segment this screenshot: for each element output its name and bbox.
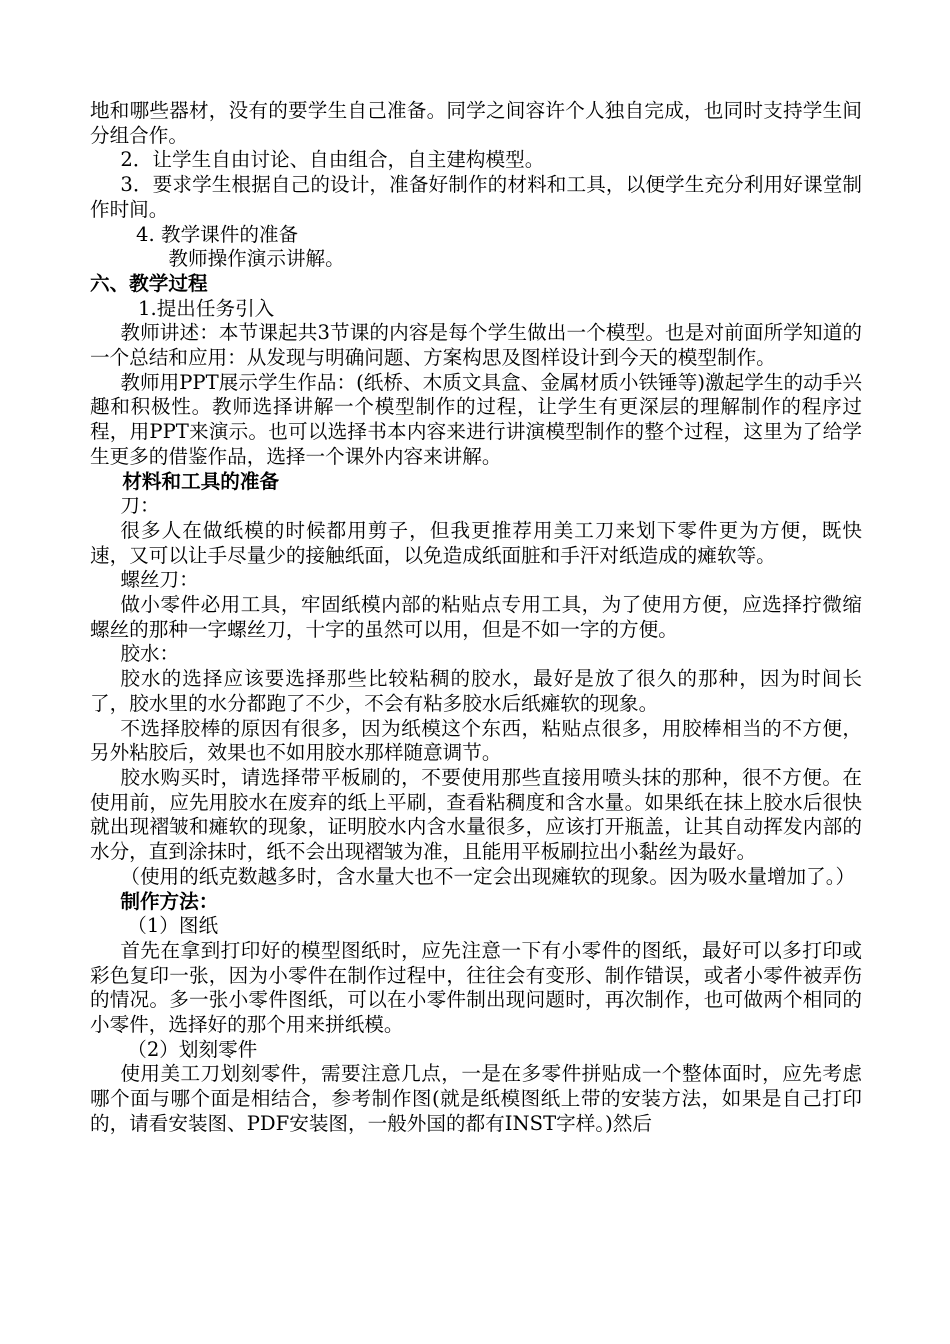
document-page bbox=[90, 99, 862, 1137]
paragraph-teacher-ppt: 教师用PPT展示学生作品：(纸桥、木质文具盒、金属材质小铁锤等)激起学生的动手兴趣和积极性。教师选择讲解一个模型制作的过程，让学生有更深层的理解制作的程序过程，用PPT来演示。也可以选择书本内容来进行讲演模型制作的整个过程，这里为了给学生更多的借鉴作品，选择一个课外内容来讲解。 bbox=[90, 370, 862, 468]
tool-label-screwdriver: 螺丝刀： bbox=[120, 568, 199, 592]
section-heading: 六、教学过程 bbox=[90, 271, 208, 295]
paragraph-teacher-narration: 教师讲述：本节课起共3节课的内容是每个学生做出一个模型。也是对前面所学知道的一个总结和应用：从发现与明确问题、方案构思及图样设计到今天的模型制作。 bbox=[90, 321, 862, 370]
paragraph-drawing: 首先在拿到打印好的模型图纸时，应先注意一下有小零件的图纸，最好可以多打印或彩色复印一张，因为小零件在制作过程中，往往会有变形、制作错误，或者小零件被弄伤的情况。多一张小零件图纸，可以在小零件制出现问题时，再次制作，也可做两个相同的小零件，选择好的那个用来拼纸模。 bbox=[90, 938, 862, 1037]
paragraph-knife: 很多人在做纸模的时候都用剪子，但我更推荐用美工刀来划下零件更为方便，既快速，又可以让手尽量少的接触纸面，以免造成纸面脏和手汗对纸造成的瘫软等。 bbox=[90, 518, 862, 567]
paragraph-continuation: 地和哪些器材，没有的要学生自己准备。同学之间容许个人独自完成，也同时支持学生间分组合作。 bbox=[90, 99, 862, 147]
tool-label-knife: 刀： bbox=[120, 494, 160, 518]
step-heading: 1.提出任务引入 bbox=[138, 296, 275, 320]
method-step-2: （2）划刻零件 bbox=[127, 1037, 258, 1061]
method-step-1: （1）图纸 bbox=[127, 914, 219, 938]
paragraph-glue-stick: 不选择胶棒的原因有很多，因为纸模这个东西，粘贴点很多，用胶棒相当的不方便，另外粘胶后，效果也不如用胶水那样随意调节。 bbox=[90, 716, 862, 765]
paragraph-glue-choice: 胶水的选择应该要选择那些比较粘稠的胶水，最好是放了很久的那种，因为时间长了，胶水里的水分都跑了不少，不会有粘多胶水后纸瘫软的现象。 bbox=[90, 667, 862, 715]
paragraph-screwdriver: 做小零件必用工具，牢固纸模内部的粘贴点专用工具，为了使用方便，应选择拧微缩螺丝的那种一字螺丝刀，十字的虽然可以用，但是不如一字的方便。 bbox=[90, 593, 862, 641]
paragraph-glue-buying: 胶水购买时，请选择带平板刷的，不要使用那些直接用喷头抹的那种，很不方便。在使用前，应先用胶水在废弃的纸上平刷，查看粘稠度和含水量。如果纸在抹上胶水后很快就出现褶皱和瘫软的现象，证明胶水内含水量很多，应该打开瓶盖，让其自动挥发内部的水分，直到涂抹时，纸不会出现褶皱为准，且能用平板刷拉出小黏丝为最好。 bbox=[90, 765, 862, 864]
list-item-4: 4. 教学课件的准备 bbox=[136, 222, 299, 246]
list-item-2: 2．让学生自由讨论、自由组合，自主建构模型。 bbox=[120, 148, 545, 172]
subheading-method: 制作方法： bbox=[120, 889, 219, 913]
paragraph-glue-note: （使用的纸克数越多时，含水量大也不一定会出现瘫软的现象。因为吸水量增加了。） bbox=[120, 864, 856, 888]
paragraph-cutting: 使用美工刀划刻零件，需要注意几点，一是在多零件拼贴成一个整体面时，应先考虑哪个面与哪个面是相结合，参考制作图(就是纸模图纸上带的安装方法，如果是自己打印的，请看安装图、PDF安装图，一般外国的都有INST字样。)然后 bbox=[90, 1062, 862, 1135]
list-item-4-detail: 教师操作演示讲解。 bbox=[168, 247, 345, 271]
subheading-materials: 材料和工具的准备 bbox=[122, 469, 280, 493]
list-item-3: 3．要求学生根据自己的设计，准备好制作的材料和工具，以便学生充分利用好课堂制作时间。 bbox=[90, 173, 862, 221]
tool-label-glue: 胶水： bbox=[120, 642, 180, 666]
